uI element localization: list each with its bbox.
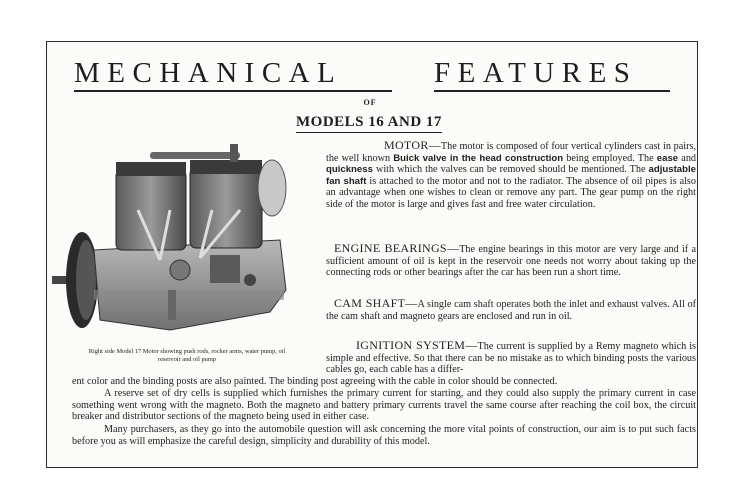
ignition-continued: ent color and the binding posts are also painted. The binding post agreeing with the cable in color should be connected. <box>72 376 558 387</box>
fan-shaft-bold: adjustable fan shaft <box>326 164 696 187</box>
title-rule-left <box>74 90 392 92</box>
bearings-lead: ENGINE BEARINGS— <box>334 241 460 255</box>
subtitle-of: OF <box>363 98 377 107</box>
title-features: FEATURES <box>434 57 638 89</box>
subtitle-models: MODELS 16 AND 17 <box>296 114 442 133</box>
title-rule-right <box>434 90 670 92</box>
ignition-lead: IGNITION SYSTEM— <box>356 338 478 352</box>
motor-lead: MOTOR— <box>384 138 441 152</box>
title-mechanical: MECHANICAL <box>74 57 343 89</box>
camshaft-lead: CAM SHAFT— <box>334 296 418 310</box>
closing-paragraph: Many purchasers, as they go into the automobile question will ask concerning the more vital points of construction, our aim is to put such facts before you as will emphasize the careful design, simplicity and durability of this model. <box>72 424 696 447</box>
engine-illustration <box>50 140 300 348</box>
reserve-paragraph: A reserve set of dry cells is supplied which furnishes the primary current for starting, and they could also supply the primary current in case something went wrong with the magneto. Both the magneto and battery primary currents travel the same course after reaching the coil box, the circuit breaker and distributor sections of the magneto being used in either case. <box>72 388 696 423</box>
buick-valve-bold: Buick valve in the head construction <box>393 152 564 164</box>
camshaft-paragraph: CAM SHAFT—A single cam shaft operates both the inlet and exhaust valves. All of the cam shaft and magneto gears are enclosed and run in oil. <box>326 296 696 322</box>
ignition-paragraph: IGNITION SYSTEM—The current is supplied by a Remy magneto which is simple and effective. So that there can be no mistake as to which binding posts the various cables go, each cable has a differ- <box>326 338 696 376</box>
bearings-paragraph: ENGINE BEARINGS—The engine bearings in this motor are very large and if a sufficient amount of oil is kept in the reservoir one needs not worry about taking up the connecting rods or other bearings after the car has been run a short time. <box>326 241 696 279</box>
motor-paragraph: MOTOR—The motor is composed of four vertical cylinders cast in pairs, the well known Buick valve in the head construction being employed. The ease and quickness with which the valves can be removed should be mentioned. The adjustable fan shaft is attached to the motor and not to the radiator. The absence of oil pipes is also an advantage when one wishes to clean or remove any part. The gear pump on the right side of the motor is large and gives fast and free water circulation. <box>326 138 697 210</box>
illustration-caption: Right side Model 17 Motor showing push rods, rocker arms, water pump, oil reservoir and oil pump <box>88 348 286 363</box>
